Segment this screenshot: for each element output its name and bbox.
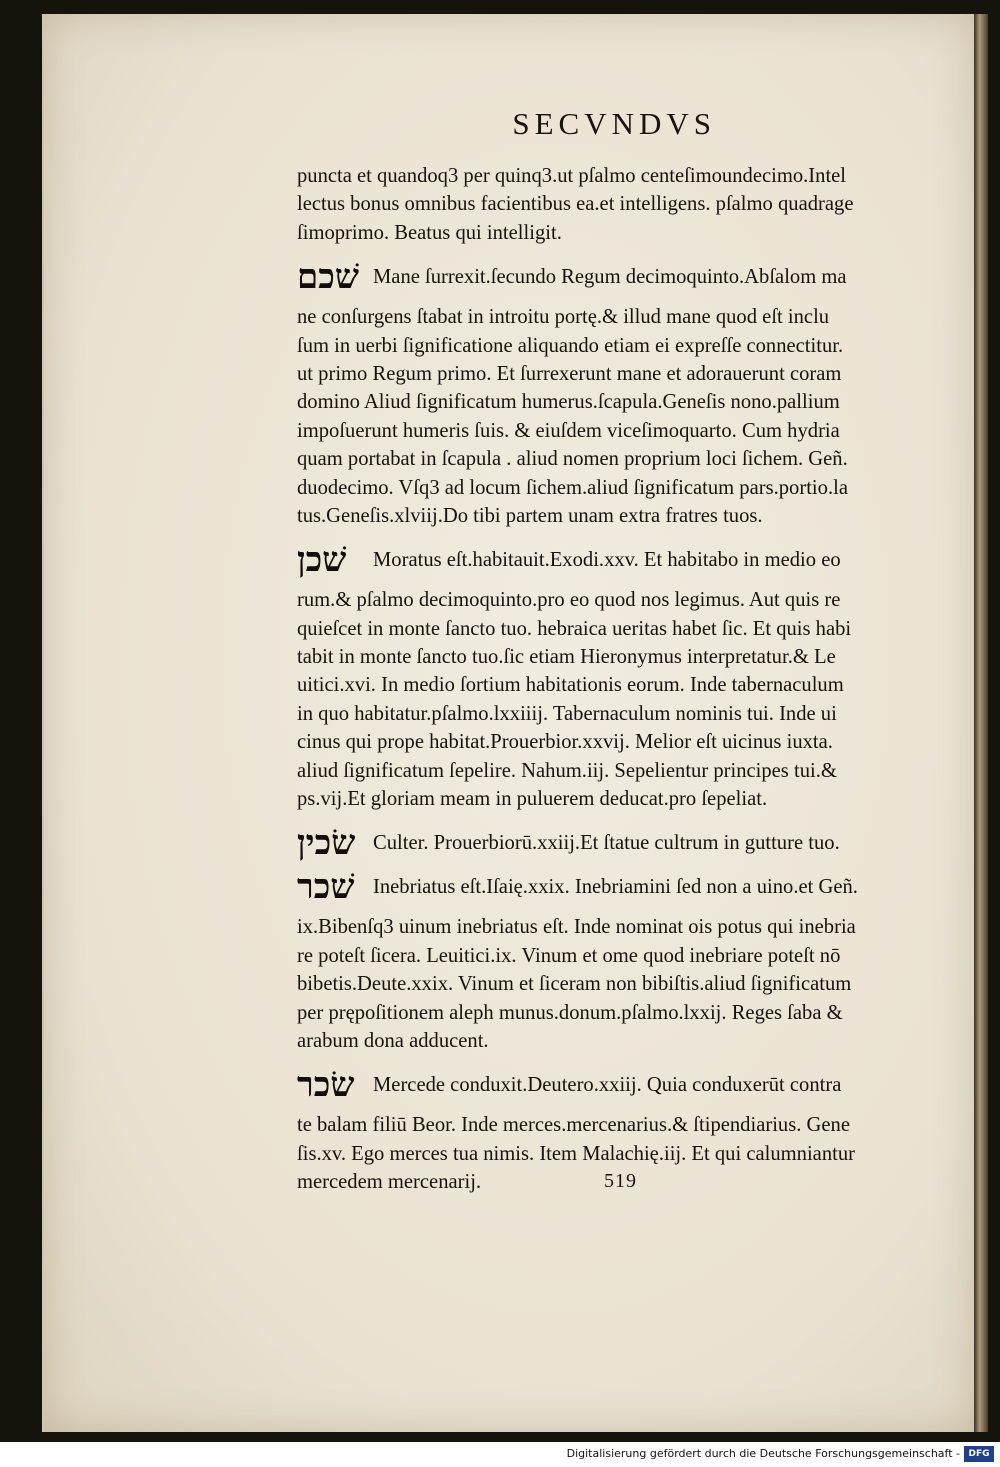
hebrew-headword: שׂכין xyxy=(297,823,356,864)
entry-heading xyxy=(297,1065,937,1111)
hebrew-headword: שׁכן xyxy=(297,540,347,581)
lexicon-entry xyxy=(297,867,937,1055)
lexicon-entry xyxy=(297,823,937,864)
dfg-logo: DFG xyxy=(964,1446,994,1462)
text-line: ne conſurgens ſtabat in introitu portę.& illud mane quod eſt inclu xyxy=(297,306,830,329)
text-line: bibetis.Deute.xxix. Vinum et ſiceram non bibiſtis.aliud ſignificatum xyxy=(297,973,852,996)
entry-heading xyxy=(297,257,937,303)
text-line: ut primo Regum primo. Et ſurrexerunt mane et adorauerunt coram xyxy=(297,362,842,385)
text-line: quam portabat in ſcapula . aliud nomen proprium loci ſichem. Geñ. xyxy=(297,448,848,471)
entry-gloss: Mercede conduxit.Deutero.xxiij. Quia conduxerūt contra xyxy=(373,1073,842,1096)
intro-paragraph xyxy=(297,162,937,247)
hebrew-headword: שׁכם xyxy=(297,257,359,298)
text-line: mercedem mercenarij. xyxy=(297,1171,482,1194)
entry-gloss: Mane ſurrexit.ſecundo Regum decimoquinto.Abſalom ma xyxy=(373,265,847,288)
text-line: ſis.xv. Ego merces tua nimis. Item Malachię.iij. Et qui calumniantur xyxy=(297,1142,855,1165)
text-line: ſimoprimo. Beatus qui intelligit. xyxy=(297,221,562,244)
text-line: impoſuerunt humeris ſuis. & eiuſdem viceſimoquarto. Cum hydria xyxy=(297,419,840,442)
hebrew-headword: שׁכר xyxy=(297,867,355,908)
entry-gloss: Moratus eſt.habitauit.Exodi.xxv. Et habitabo in medio eo xyxy=(373,548,841,571)
text-line: re poteſt ſicera. Leuitici.ix. Vinum et ome quod inebriare poteſt nō xyxy=(297,944,841,967)
text-line: cinus qui prope habitat.Prouerbior.xxvij. Melior eſt uicinus iuxta. xyxy=(297,731,833,754)
hebrew-headword: שׂכר xyxy=(297,1065,355,1106)
footer-credit: Digitalisierung gefördert durch die Deutsche Forschungsgemeinschaft - xyxy=(566,1447,960,1460)
text-line: rum.& pſalmo decimoquinto.pro eo quod nos legimus. Aut quis re xyxy=(297,589,841,612)
body-text xyxy=(297,162,937,1197)
text-line: ps.vij.Et gloriam meam in puluerem deducat.pro ſepeliat. xyxy=(297,788,768,811)
entry-gloss: Inebriatus eſt.Iſaię.xxix. Inebriamini ſed non a uino.et Geñ. xyxy=(373,875,858,898)
text-line: uitici.xvi. In medio ſortium habitationis eorum. Inde tabernaculum xyxy=(297,674,844,697)
text-line: puncta et quandoq3 per quinq3.ut pſalmo centeſimoundecimo.Intel xyxy=(297,165,847,187)
text-line: quieſcet in monte ſancto tuo. hebraica ueritas habet ſic. Et quis habi xyxy=(297,617,852,640)
running-head: SECVNDVS xyxy=(512,106,716,141)
text-line: duodecimo. Vſq3 ad locum ſichem.aliud ſignificatum pars.portio.la xyxy=(297,476,848,499)
text-line: arabum dona adducent. xyxy=(297,1029,489,1052)
text-line: domino Aliud ſignificatum humerus.ſcapula.Geneſis nono.pallium xyxy=(297,391,840,414)
text-line: ix.Bibenſq3 uinum inebriatus eſt. Inde nominat ois potus qui inebria xyxy=(297,916,856,939)
lexicon-entry xyxy=(297,257,937,530)
folio-number: 519 xyxy=(604,1170,637,1192)
entry-heading xyxy=(297,823,937,864)
text-line: lectus bonus omnibus facientibus ea.et intelligens. pſalmo quadrage xyxy=(297,193,854,216)
page-edge xyxy=(974,14,988,1432)
lexicon-entry xyxy=(297,540,937,813)
text-line: ſum in uerbi ſignificatione aliquando etiam ei expreſſe connectitur. xyxy=(297,334,844,357)
text-line: tus.Geneſis.xlviij.Do tibi partem unam extra fratres tuos. xyxy=(297,504,763,527)
entry-gloss: Culter. Prouerbiorū.xxiij.Et ſtatue cultrum in gutture tuo. xyxy=(373,831,840,854)
text-line: in quo habitatur.pſalmo.lxxiiij. Tabernaculum nominis tui. Inde ui xyxy=(297,702,837,725)
text-line: te balam filiū Beor. Inde merces.mercenarius.& ſtipendiarius. Gene xyxy=(297,1114,850,1137)
text-line: tabit in monte ſancto tuo.ſic etiam Hieronymus interpretatur.& Le xyxy=(297,646,836,669)
text-line: per prępoſitionem aleph munus.donum.pſalmo.lxxij. Reges ſaba & xyxy=(297,1001,843,1024)
text-line: aliud ſignificatum ſepelire. Nahum.iij. Sepelientur principes tui.& xyxy=(297,759,837,782)
entry-heading xyxy=(297,540,937,586)
digitization-footer xyxy=(0,1442,1000,1467)
entry-heading xyxy=(297,867,937,913)
